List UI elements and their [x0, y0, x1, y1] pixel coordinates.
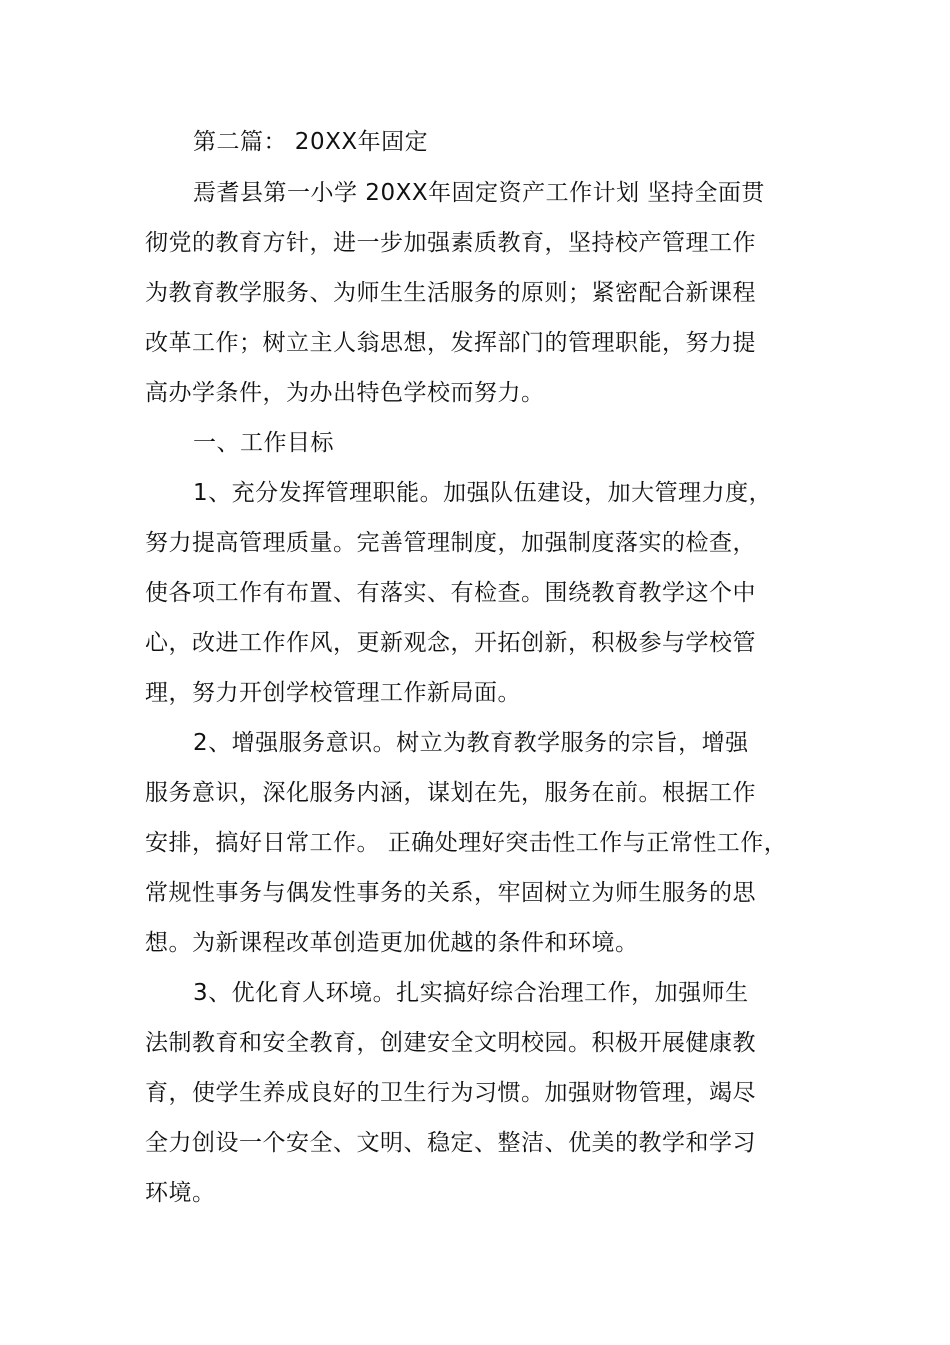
paragraph-line: 为教育教学服务、为师生生活服务的原则；紧密配合新课程	[145, 280, 756, 306]
paragraph-line: 心，改进工作作风，更新观念，开拓创新，积极参与学校管	[145, 630, 756, 656]
paragraph-line: 高办学条件，为办出特色学校而努力。	[145, 380, 545, 406]
subsection-heading: 一、工作目标	[193, 430, 334, 456]
paragraph-line: 安排，搞好日常工作。 正确处理好突击性工作与正常性工作，	[145, 830, 788, 856]
paragraph-line: 法制教育和安全教育，创建安全文明校园。积极开展健康教	[145, 1030, 756, 1056]
paragraph-line: 3、优化育人环境。扎实搞好综合治理工作，加强师生	[193, 980, 749, 1006]
paragraph-line: 理，努力开创学校管理工作新局面。	[145, 680, 521, 706]
paragraph-line: 2、增强服务意识。树立为教育教学服务的宗旨，增强	[193, 730, 749, 756]
paragraph-line: 全力创设一个安全、文明、稳定、整洁、优美的教学和学习	[145, 1130, 756, 1156]
paragraph-line: 常规性事务与偶发性事务的关系，牢固树立为师生服务的思	[145, 880, 756, 906]
section-heading: 第二篇： 20XX年固定	[193, 129, 429, 155]
paragraph-line: 育，使学生养成良好的卫生行为习惯。加强财物管理，竭尽	[145, 1080, 756, 1106]
paragraph-line: 改革工作；树立主人翁思想，发挥部门的管理职能，努力提	[145, 330, 756, 356]
paragraph-line: 使各项工作有布置、有落实、有检查。围绕教育教学这个中	[145, 580, 756, 606]
paragraph-line: 彻党的教育方针，进一步加强素质教育，坚持校产管理工作	[145, 230, 756, 256]
paragraph-line: 努力提高管理质量。完善管理制度，加强制度落实的检查，	[145, 530, 756, 556]
paragraph-line: 焉耆县第一小学 20XX年固定资产工作计划 坚持全面贯	[193, 180, 765, 206]
paragraph-line: 1、充分发挥管理职能。加强队伍建设，加大管理力度，	[193, 480, 773, 506]
paragraph-line: 服务意识，深化服务内涵，谋划在先，服务在前。根据工作	[145, 780, 756, 806]
paragraph-line: 环境。	[145, 1180, 216, 1206]
paragraph-line: 想。为新课程改革创造更加优越的条件和环境。	[145, 930, 639, 956]
